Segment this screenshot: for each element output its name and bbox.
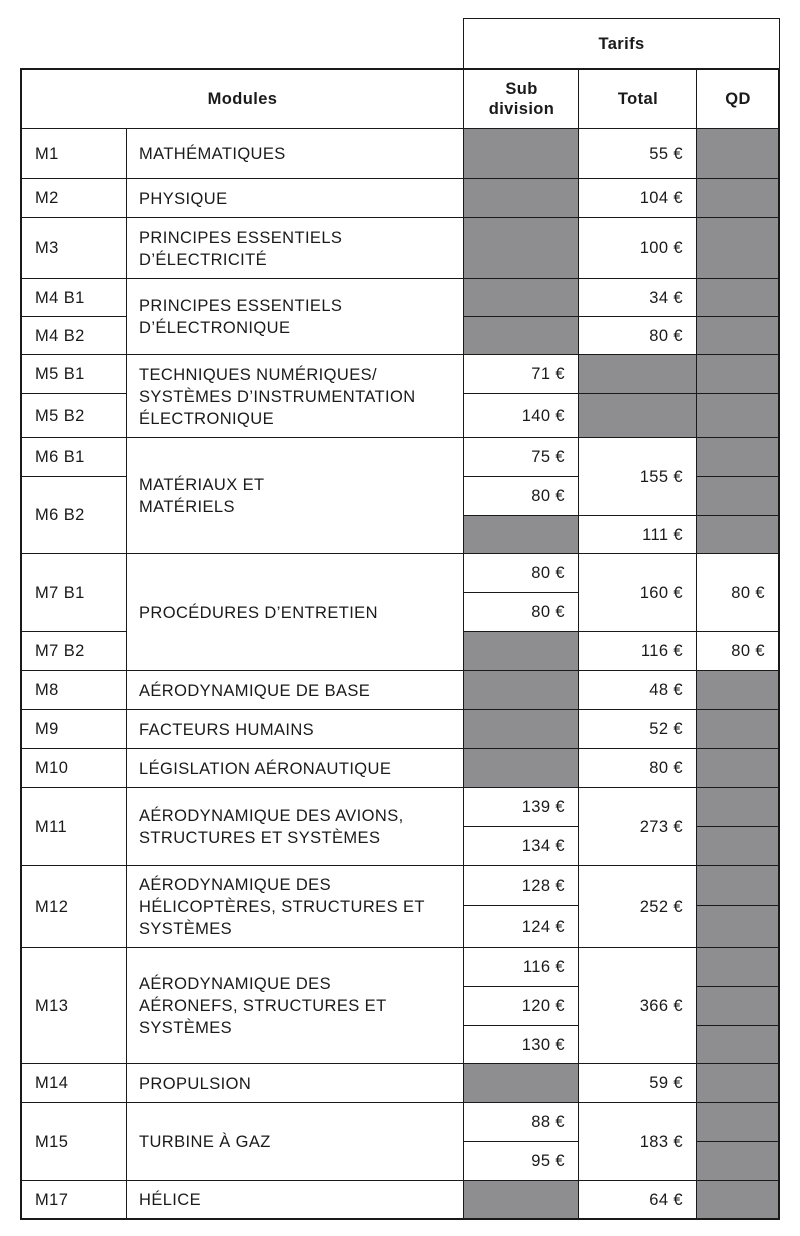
module-name-m2: PHYSIQUE <box>126 178 465 219</box>
total-m3: 100 € <box>578 217 698 280</box>
qd-empty <box>696 1141 780 1182</box>
header-tarifs <box>463 18 780 70</box>
total-m4-b2: 80 € <box>578 316 698 356</box>
sub-division-empty <box>463 217 580 280</box>
sub-division-m15: 95 € <box>463 1141 580 1182</box>
qd-empty <box>696 670 780 711</box>
module-code-m14: M14 <box>20 1063 128 1104</box>
module-code-m6-b1: M6 B1 <box>20 437 128 478</box>
sub-division-m13: 120 € <box>463 986 580 1027</box>
header-total <box>578 68 698 130</box>
module-name-m1: MATHÉMATIQUES <box>126 128 465 180</box>
total-m4-b1: 34 € <box>578 278 698 318</box>
header-sub-division-line: Sub <box>505 80 538 98</box>
module-code-m13: M13 <box>20 947 128 1065</box>
module-code-m3: M3 <box>20 217 128 280</box>
module-name-m14: PROPULSION <box>126 1063 465 1104</box>
module-code-m4-b1: M4 B1 <box>20 278 128 318</box>
sub-division-m6-b2: 80 € <box>463 476 580 517</box>
module-name-m6: MATÉRIAUX ET MATÉRIELS <box>126 437 465 555</box>
module-code-m2: M2 <box>20 178 128 219</box>
header-total-label: Total <box>617 90 659 108</box>
sub-division-m5-b2: 140 € <box>463 393 580 439</box>
qd-empty <box>696 515 780 555</box>
module-name-m9: FACTEURS HUMAINS <box>126 709 465 750</box>
total-empty <box>578 354 698 395</box>
sub-division-m11: 139 € <box>463 787 580 828</box>
sub-division-m13: 116 € <box>463 947 580 988</box>
sub-division-empty <box>463 278 580 318</box>
total-m12: 252 € <box>578 865 698 949</box>
sub-division-m11: 134 € <box>463 826 580 867</box>
module-name-m12: AÉRODYNAMIQUE DES HÉLICOPTÈRES, STRUCTURES ET SYSTÈMES <box>126 865 465 949</box>
module-code-m1: M1 <box>20 128 128 180</box>
sub-division-m6-b1: 75 € <box>463 437 580 478</box>
sub-division-empty <box>463 128 580 180</box>
header-modules <box>20 68 465 130</box>
sub-division-m13: 130 € <box>463 1025 580 1065</box>
module-code-m17: M17 <box>20 1180 128 1220</box>
sub-division-m7-b1: 80 € <box>463 592 580 633</box>
sub-division-m12: 128 € <box>463 865 580 907</box>
total-empty <box>578 393 698 439</box>
module-name-m11: AÉRODYNAMIQUE DES AVIONS, STRUCTURES ET SYSTÈMES <box>126 787 465 867</box>
sub-division-empty <box>463 1063 580 1104</box>
sub-division-m12: 124 € <box>463 905 580 949</box>
module-code-m9: M9 <box>20 709 128 750</box>
total-m11: 273 € <box>578 787 698 867</box>
qd-empty <box>696 787 780 828</box>
header-modules-label: Modules <box>207 90 278 108</box>
module-code-m5-b2: M5 B2 <box>20 393 128 439</box>
module-code-m6-b2: M6 B2 <box>20 476 128 555</box>
qd-empty <box>696 709 780 750</box>
qd-empty <box>696 476 780 517</box>
module-name-m4: PRINCIPES ESSENTIELS D’ÉLECTRONIQUE <box>126 278 465 356</box>
module-code-m10: M10 <box>20 748 128 789</box>
total-m7-b2: 116 € <box>578 631 698 672</box>
module-name-m15: TURBINE À GAZ <box>126 1102 465 1182</box>
sub-division-empty <box>463 709 580 750</box>
qd-empty <box>696 865 780 907</box>
qd-empty <box>696 905 780 949</box>
module-code-m7-b1: M7 B1 <box>20 553 128 633</box>
total-m6-b2: 111 € <box>578 515 698 555</box>
header-sub-division-line: division <box>488 100 555 118</box>
sub-division-empty <box>463 670 580 711</box>
qd-m7-b1: 80 € <box>696 553 780 633</box>
qd-empty <box>696 217 780 280</box>
qd-empty <box>696 178 780 219</box>
sub-division-m7-b1: 80 € <box>463 553 580 594</box>
qd-empty <box>696 748 780 789</box>
qd-empty <box>696 316 780 356</box>
total-m14: 59 € <box>578 1063 698 1104</box>
qd-empty <box>696 1180 780 1220</box>
qd-empty <box>696 393 780 439</box>
total-m8: 48 € <box>578 670 698 711</box>
module-code-m7-b2: M7 B2 <box>20 631 128 672</box>
header-sub-division <box>463 68 580 130</box>
module-code-m15: M15 <box>20 1102 128 1182</box>
module-code-m8: M8 <box>20 670 128 711</box>
qd-empty <box>696 128 780 180</box>
module-code-m12: M12 <box>20 865 128 949</box>
qd-empty <box>696 947 780 988</box>
module-name-m7: PROCÉDURES D’ENTRETIEN <box>126 553 465 672</box>
sub-division-m5-b1: 71 € <box>463 354 580 395</box>
module-name-m10: LÉGISLATION AÉRONAUTIQUE <box>126 748 465 789</box>
module-code-m4-b2: M4 B2 <box>20 316 128 356</box>
module-code-m5-b1: M5 B1 <box>20 354 128 395</box>
total-m9: 52 € <box>578 709 698 750</box>
qd-empty <box>696 1063 780 1104</box>
qd-empty <box>696 437 780 478</box>
qd-m7-b2: 80 € <box>696 631 780 672</box>
total-m6-b1: 155 € <box>578 437 698 517</box>
total-m13: 366 € <box>578 947 698 1065</box>
total-m15: 183 € <box>578 1102 698 1182</box>
total-m17: 64 € <box>578 1180 698 1220</box>
total-m10: 80 € <box>578 748 698 789</box>
sub-division-empty <box>463 1180 580 1220</box>
module-name-m5: TECHNIQUES NUMÉRIQUES/ SYSTÈMES D’INSTRUMENTATION ÉLECTRONIQUE <box>126 354 465 439</box>
header-qd <box>696 68 780 130</box>
module-name-m13: AÉRODYNAMIQUE DES AÉRONEFS, STRUCTURES ET SYSTÈMES <box>126 947 465 1065</box>
total-m7-b1: 160 € <box>578 553 698 633</box>
sub-division-m15: 88 € <box>463 1102 580 1143</box>
qd-empty <box>696 826 780 867</box>
sub-division-empty <box>463 631 580 672</box>
sub-division-empty <box>463 178 580 219</box>
module-code-m11: M11 <box>20 787 128 867</box>
total-m1: 55 € <box>578 128 698 180</box>
qd-empty <box>696 278 780 318</box>
header-qd-label: QD <box>725 90 751 108</box>
module-name-m8: AÉRODYNAMIQUE DE BASE <box>126 670 465 711</box>
qd-empty <box>696 1025 780 1065</box>
total-m2: 104 € <box>578 178 698 219</box>
qd-empty <box>696 986 780 1027</box>
qd-empty <box>696 1102 780 1143</box>
sub-division-empty <box>463 316 580 356</box>
sub-division-empty <box>463 515 580 555</box>
sub-division-empty <box>463 748 580 789</box>
qd-empty <box>696 354 780 395</box>
module-name-m17: HÉLICE <box>126 1180 465 1220</box>
module-name-m3: PRINCIPES ESSENTIELS D’ÉLECTRICITÉ <box>126 217 465 280</box>
header-tarifs-label: Tarifs <box>598 35 645 53</box>
